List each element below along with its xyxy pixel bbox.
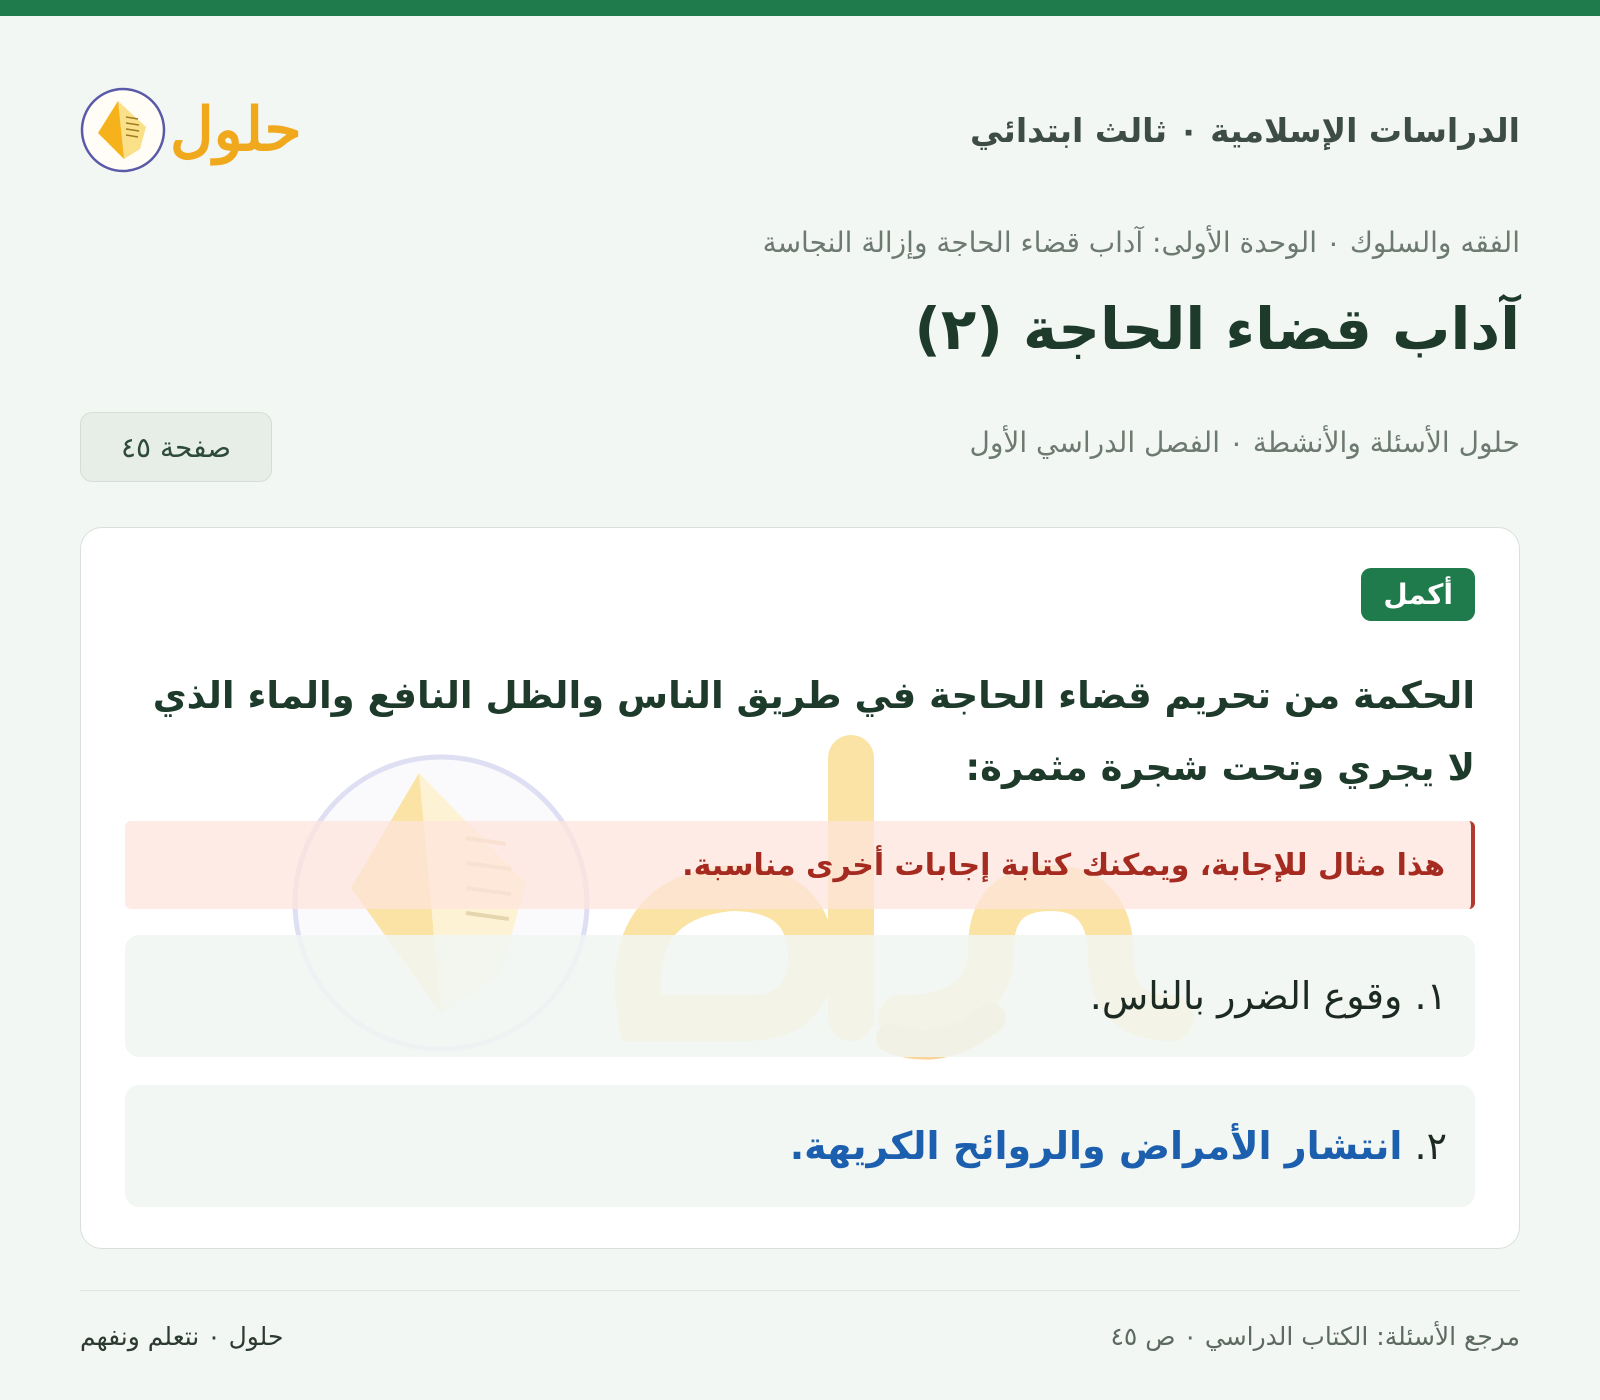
page-number-badge: صفحة ٤٥ [80,412,272,482]
answer-number: ٢. [1414,1124,1447,1168]
logo-text: حلول [170,95,302,165]
subject-title: الدراسات الإسلامية ٠ ثالث ابتدائي [970,110,1520,150]
book-icon [80,87,166,173]
footer-source: مرجع الأسئلة: الكتاب الدراسي ٠ ص ٤٥ [1110,1322,1520,1351]
answer-text: انتشار الأمراض والروائح الكريهة. [789,1124,1403,1168]
answer-number: ١. [1414,974,1447,1018]
answer-item [125,1085,1475,1207]
page-title: آداب قضاء الحاجة (٢) [914,295,1520,363]
answer-note: هذا مثال للإجابة، ويمكنك كتابة إجابات أخرى مناسبة. [125,821,1475,909]
footer-divider [80,1290,1520,1291]
breadcrumb: الفقه والسلوك ٠ الوحدة الأولى: آداب قضاء الحاجة وإزالة النجاسة [762,226,1520,259]
lesson-meta: حلول الأسئلة والأنشطة ٠ الفصل الدراسي الأول [969,426,1520,459]
complete-tag: أكمل [1361,568,1475,621]
question-card [80,527,1520,1249]
answer-text: وقوع الضرر بالناس. [1089,974,1403,1018]
question-text: الحكمة من تحريم قضاء الحاجة في طريق الناس والظل النافع والماء الذي لا يجري وتحت شجرة مثمرة: [152,674,1475,789]
page-header [80,70,1520,190]
site-logo[interactable] [80,87,302,173]
footer-brand: حلول ٠ نتعلم ونفهم [80,1322,284,1351]
top-accent-bar [0,0,1600,16]
answer-item [125,935,1475,1057]
